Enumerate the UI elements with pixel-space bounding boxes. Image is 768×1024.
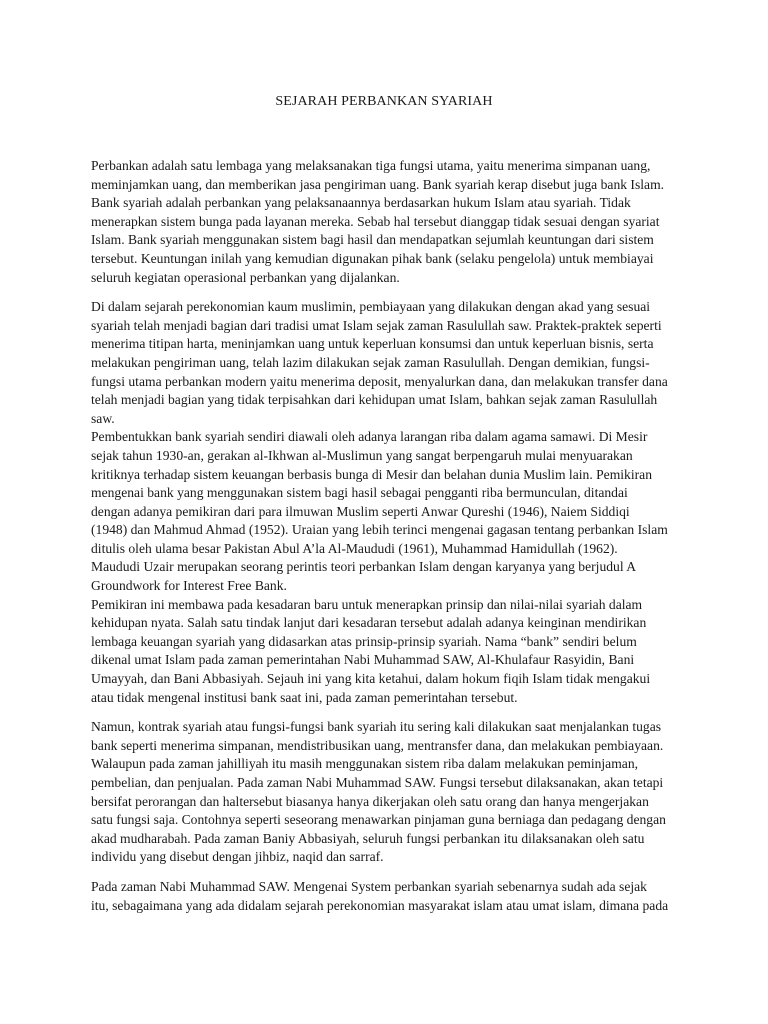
text-line: saw. xyxy=(91,410,115,426)
text-line: telah menjadi bagian yang tidak terpisahkan dari kehidupan umat Islam, bahkan sejak zaman Rasulullah xyxy=(91,392,658,408)
text-line: meminjamkan uang, dan memberikan jasa pengiriman uang. Bank syariah kerap disebut juga bank Islam. xyxy=(91,176,665,192)
text-line: Di dalam sejarah perekonomian kaum muslimin, pembiayaan yang dilakukan dengan akad yang sesuai xyxy=(91,299,651,315)
paragraph xyxy=(91,718,683,867)
document-body xyxy=(91,157,683,915)
paragraph xyxy=(91,596,683,708)
text-line: Bank syariah adalah perbankan yang pelaksanaannya berdasarkan hukum Islam atau syariah. Tidak xyxy=(91,195,631,211)
text-line: Pada zaman Nabi Muhammad SAW. Mengenai System perbankan syariah sebenarnya sudah ada sejak xyxy=(91,878,647,894)
text-line: (1948) dan Mahmud Ahmad (1952). Uraian yang lebih terinci mengenai gagasan tentang perbankan Islam xyxy=(91,522,668,538)
text-line: akad mudharabah. Pada zaman Baniy Abbasiyah, seluruh fungsi perbankan itu dilaksanakan oleh satu xyxy=(91,830,645,846)
text-line: satu fungsi saja. Contohnya seperti seseorang menawarkan pinjaman guna berniaga dan pedagang dengan xyxy=(91,812,666,828)
paragraph xyxy=(91,298,683,428)
text-line: sejak tahun 1930-an, gerakan al-Ikhwan al-Muslimun yang sangat berpengaruh mulai menyuarakan xyxy=(91,447,633,463)
text-line: atau tidak mengenal institusi bank saat ini, pada zaman pemerintahan tersebut. xyxy=(91,689,518,705)
text-line: dikenal umat Islam pada zaman pemerintahan Nabi Muhammad SAW, Al-Khulafaur Rasyidin, Bani xyxy=(91,652,635,668)
text-line: itu, sebagaimana yang ada didalam sejarah perekonomian masyarakat islam atau umat islam, dimana pada xyxy=(91,897,669,913)
paragraph xyxy=(91,157,683,287)
text-line: menerima titipan harta, meninjamkan uang untuk keperluan konsumsi dan untuk keperluan bisnis, serta xyxy=(91,336,654,352)
text-line: Maududi Uzair merupakan seorang perintis teori perbankan Islam dengan karyanya yang berjudul A xyxy=(91,559,637,575)
text-line: mengenai bank yang menggunakan sistem bagi hasil sebagai pengganti riba bermunculan, ditandai xyxy=(91,485,628,501)
text-line: Perbankan adalah satu lembaga yang melaksanakan tiga fungsi utama, yaitu menerima simpanan uang, xyxy=(91,158,651,173)
text-line: individu yang disebut dengan jihbiz, naqid dan sarraf. xyxy=(91,849,384,865)
text-line: seluruh kegiatan operasional perbankan yang dijalankan. xyxy=(91,269,400,285)
text-line: fungsi utama perbankan modern yaitu menerima deposit, menyalurkan dana, dan melakukan transfer dana xyxy=(91,373,668,389)
text-line: ditulis oleh ulama besar Pakistan Abul A’la Al-Maududi (1961), Muhammad Hamidullah (1962). xyxy=(91,540,618,556)
paragraph xyxy=(91,428,683,595)
text-line: bersifat perorangan dan haltersebut biasanya hanya dikerjakan oleh satu orang dan hanya mengerjakan xyxy=(91,793,649,809)
text-line: Walaupun pada zaman jahilliyah itu masih menggunakan sistem riba dalam melakukan peminjaman, xyxy=(91,756,639,772)
document-title: SEJARAH PERBANKAN SYARIAH xyxy=(275,94,493,109)
text-line: Pemikiran ini membawa pada kesadaran baru untuk menerapkan prinsip dan nilai-nilai syariah dalam xyxy=(91,596,643,612)
text-line: Groundwork for Interest Free Bank. xyxy=(91,578,287,594)
text-line: Umayyah, dan Bani Abbasiyah. Sejauh ini yang kita ketahui, dalam hokum fiqih Islam tidak mengakui xyxy=(91,671,651,687)
text-line: bank seperti menerima simpanan, mendistribusikan uang, mentransfer dana, dan melakukan pembiayaan. xyxy=(91,737,664,753)
text-line: melakukan pengiriman uang, telah lazim dilakukan sejak zaman Rasulullah. Dengan demikian, fungsi- xyxy=(91,354,650,370)
text-line: pembelian, dan penjualan. Pada zaman Nabi Muhammad SAW. Fungsi tersebut dilaksanakan, akan tetapi xyxy=(91,775,664,790)
text-line: lembaga keuangan syariah yang didasarkan atas prinsip-prinsip syariah. Nama “bank” sendiri belum xyxy=(91,633,637,649)
text-line: dengan adanya pemikiran dari para ilmuwan Muslim seperti Anwar Qureshi (1946), Naiem Siddiqi xyxy=(91,503,630,519)
text-line: kritiknya terhadap sistem keuangan berbasis bunga di Mesir dan belahan dunia Muslim lain. Pemikiran xyxy=(91,466,652,482)
text-line: syariah telah menjadi bagian dari tradisi umat Islam sejak zaman Rasulullah saw. Praktek-praktek seperti xyxy=(91,317,662,333)
text-line: Pembentukkan bank syariah sendiri diawali oleh adanya larangan riba dalam agama samawi. Di Mesir xyxy=(91,429,648,445)
paragraph xyxy=(91,878,683,915)
text-line: Namun, kontrak syariah atau fungsi-fungsi bank syariah itu sering kali dilakukan saat menjalankan tugas xyxy=(91,719,662,735)
text-line: menerapkan sistem bunga pada layanan mereka. Sebab hal tersebut dianggap tidak sesuai dengan syariat xyxy=(91,213,660,229)
text-line: Islam. Bank syariah menggunakan sistem bagi hasil dan mendapatkan sejumlah keuntungan dari sistem xyxy=(91,232,654,248)
text-line: kehidupan nyata. Salah satu tindak lanjut dari kesadaran tersebut adalah adanya keinginan mendirikan xyxy=(91,615,647,631)
text-line: tersebut. Keuntungan inilah yang kemudian digunakan pihak bank (selaku pengelola) untuk membiayai xyxy=(91,250,654,266)
